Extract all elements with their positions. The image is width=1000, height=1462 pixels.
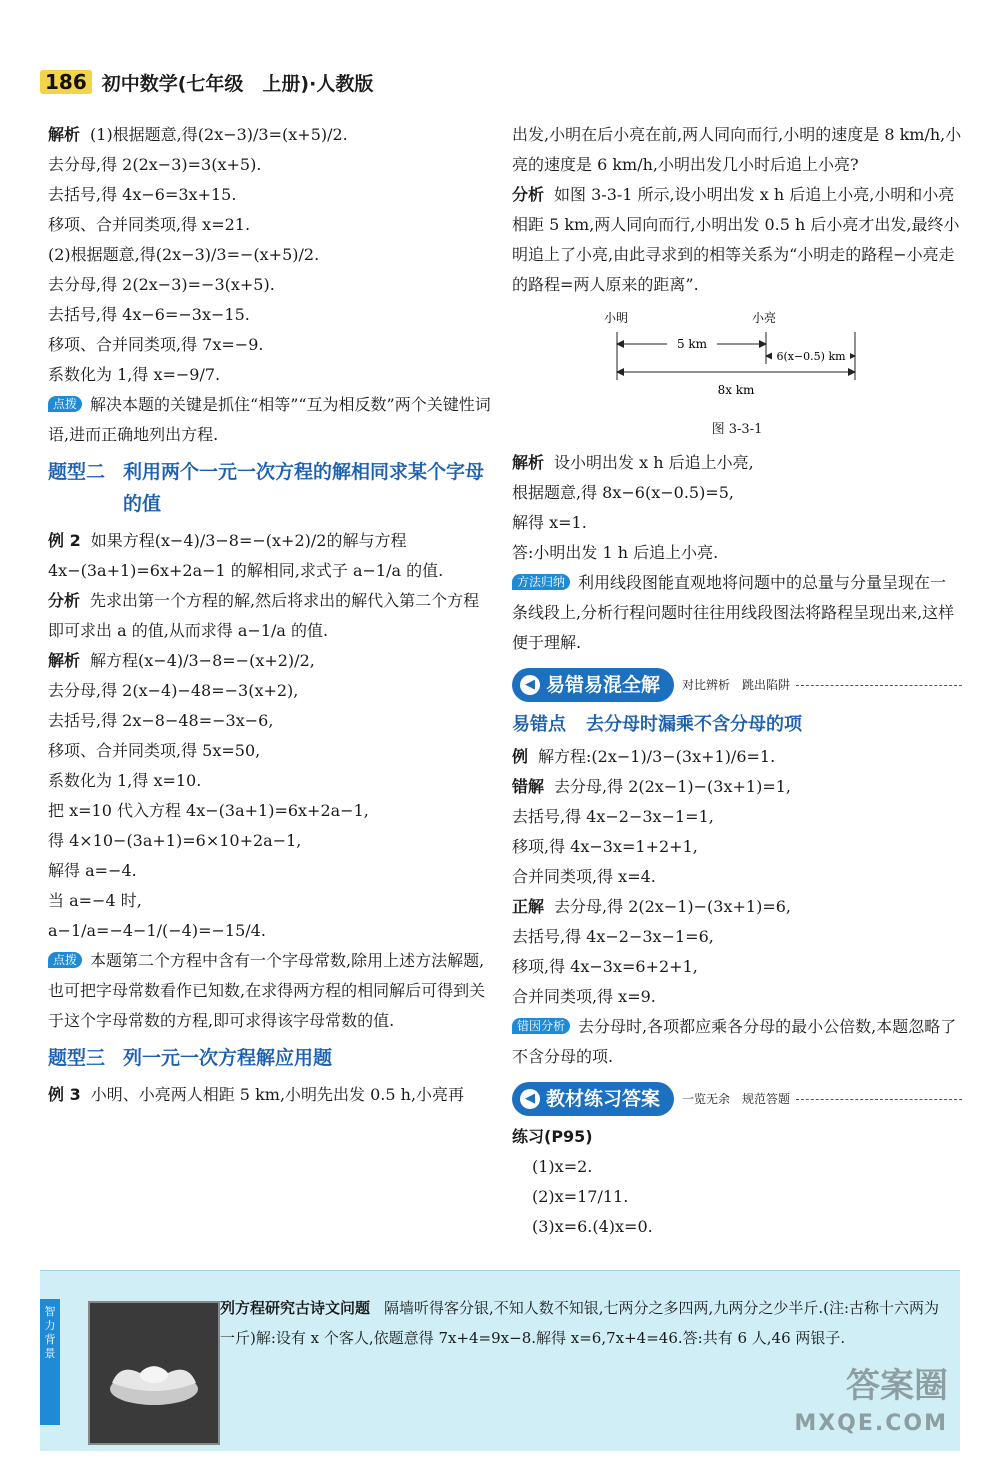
banner-title: 易错易混全解: [546, 674, 661, 696]
text-line: 去分母,得 2(x−4)−48=−3(x+2),: [48, 681, 299, 700]
side-tab: 智力背景: [40, 1299, 60, 1425]
analysis-label: 分析: [512, 185, 545, 204]
right-column: [512, 120, 962, 1242]
text-line: 去分母,得 2(2x−1)−(3x+1)=6,: [554, 897, 791, 916]
text-line: 移项,得 4x−3x=1+2+1,: [512, 837, 698, 856]
banner-title: 教材练习答案: [546, 1088, 661, 1110]
banner-subtitle: 一览无余 规范答题: [682, 1092, 791, 1106]
text-line: 答:小明出发 1 h 后追上小亮.: [512, 543, 719, 562]
text-line: 根据题意,得 8x−6(x−0.5)=5,: [512, 483, 734, 502]
text-line: (1)根据题意,得(2x−3)/3=(x+5)/2.: [90, 125, 348, 144]
cause-badge: 错因分析: [512, 1018, 570, 1034]
error-point-label: 易错点: [512, 714, 566, 735]
label-5km: 5 km: [676, 337, 708, 351]
speaker-icon: ◀: [520, 1089, 540, 1109]
text-line: 合并同类项,得 x=9.: [512, 987, 656, 1006]
text-line: 解得 x=1.: [512, 513, 587, 532]
solution-label: 解析: [512, 453, 545, 472]
footer-text: [220, 1293, 940, 1353]
page-header: [40, 68, 373, 96]
cause-text: 去分母时,各项都应乘各分母的最小公倍数,本题忽略了不含分母的项.: [512, 1017, 957, 1066]
segment-diagram-svg: [512, 302, 962, 412]
label-xiaoming: 小明: [604, 311, 629, 325]
tip-text: 本题第二个方程中含有一个字母常数,除用上述方法解题,也可把字母常数看作已知数,在求得两方程的相同解后可得到关于这个字母常数的方程,即可求得该字母常数的值.: [48, 951, 486, 1030]
label-jiexi: 解析: [48, 125, 81, 144]
label-6x: 6(x−0.5) km: [776, 350, 846, 363]
banner-rule: [796, 1099, 962, 1100]
silver-ingot-icon: [90, 1303, 218, 1443]
method-text: 利用线段图能直观地将问题中的总量与分量呈现在一条线段上,分析行程问题时往往用线段图法将路程呈现出来,这样便于理解.: [512, 573, 955, 652]
example-label: 例 3: [48, 1085, 81, 1104]
practice-title: 练习(P95): [512, 1127, 593, 1146]
text-line: 合并同类项,得 x=4.: [512, 867, 656, 886]
tip-text: 解决本题的关键是抓住“相等”“互为相反数”两个关键性词语,进而正确地列出方程.: [48, 395, 491, 444]
solution-label: 解析: [48, 651, 81, 670]
practice-answer: (1)x=2.: [532, 1157, 593, 1176]
example-label: 例 2: [48, 531, 81, 550]
text-line: 移项、合并同类项,得 7x=−9.: [48, 335, 264, 354]
text-line: 去分母,得 2(2x−1)−(3x+1)=1,: [554, 777, 791, 796]
figure-caption: 图 3-3-1: [711, 422, 763, 437]
practice-answer: (2)x=17/11.: [532, 1187, 629, 1206]
text-line: 去分母,得 2(2x−3)=−3(x+5).: [48, 275, 275, 294]
label-xiaoliang: 小亮: [752, 311, 777, 325]
banner-answers: [512, 1082, 962, 1116]
practice-answer: (3)x=6.(4)x=0.: [532, 1217, 653, 1236]
text-line: 去括号,得 4x−6=−3x−15.: [48, 305, 250, 324]
correct-solution-label: 正解: [512, 897, 545, 916]
tip-badge: 点拨: [48, 396, 82, 412]
banner-subtitle: 对比辨析 跳出陷阱: [682, 678, 791, 692]
footer-title: 列方程研究古诗文问题: [220, 1299, 371, 1317]
text-line: 去括号,得 4x−2−3x−1=1,: [512, 807, 714, 826]
text-line: 去括号,得 4x−6=3x+15.: [48, 185, 237, 204]
section-title: 利用两个一元一次方程的解相同求某个字母的值: [123, 461, 485, 515]
label-8x: 8x km: [717, 383, 755, 397]
section-heading-3: [48, 1042, 492, 1074]
page-number: 186: [40, 70, 92, 94]
watermark: [794, 1367, 948, 1443]
book-title: 初中数学(七年级 上册)·人教版: [101, 72, 374, 95]
text-line: 把 x=10 代入方程 4x−(3a+1)=6x+2a−1,: [48, 801, 369, 820]
banner-rule: [796, 685, 962, 686]
text-line: 移项、合并同类项,得 x=21.: [48, 215, 251, 234]
analysis-text: 先求出第一个方程的解,然后将求出的解代入第二个方程即可求出 a 的值,从而求得 a−1/a 的值.: [48, 591, 480, 640]
method-badge: 方法归纳: [512, 574, 570, 590]
footer-body: 隔墙听得客分银,不知人数不知银,七两分之多四两,九两分之少半斤.(注:古称十六两为一斤)解:设有 x 个客人,依题意得 7x+4=9x−8.解得 x=6,7x+4=46.答:共有 6 人,46 两银子.: [220, 1299, 939, 1347]
wrong-solution-label: 错解: [512, 777, 545, 796]
text-line: 移项,得 4x−3x=6+2+1,: [512, 957, 698, 976]
text-line: 得 4×10−(3a+1)=6×10+2a−1,: [48, 831, 302, 850]
error-point-title: 去分母时漏乘不含分母的项: [586, 714, 802, 735]
text-line: 去括号,得 2x−8−48=−3x−6,: [48, 711, 274, 730]
text-line: 系数化为 1,得 x=10.: [48, 771, 202, 790]
analysis-label: 分析: [48, 591, 81, 610]
banner-errors: [512, 668, 962, 702]
text-line: 系数化为 1,得 x=−9/7.: [48, 365, 221, 384]
section-heading-2: [48, 456, 492, 520]
text-line: 移项、合并同类项,得 5x=50,: [48, 741, 261, 760]
example-text-cont: 出发,小明在后小亮在前,两人同向而行,小明的速度是 8 km/h,小亮的速度是 6 km/h,小明出发几小时后追上小亮?: [512, 125, 962, 174]
text-line: 解得 a=−4.: [48, 861, 137, 880]
text-line: 解方程(x−4)/3−8=−(x+2)/2,: [90, 651, 315, 670]
left-column: [48, 120, 492, 1110]
watermark-line1: 答案圈: [846, 1366, 948, 1406]
speaker-icon: ◀: [520, 675, 540, 695]
segment-diagram: [512, 302, 962, 412]
example-text: 解方程:(2x−1)/3−(3x+1)/6=1.: [538, 747, 776, 766]
text-line: 设小明出发 x h 后追上小亮,: [554, 453, 754, 472]
watermark-line2: MXQE.COM: [794, 1411, 948, 1436]
section-label: 题型二: [48, 461, 106, 483]
section-title: 列一元一次方程解应用题: [123, 1047, 333, 1069]
example-text: 小明、小亮两人相距 5 km,小明先出发 0.5 h,小亮再: [90, 1085, 465, 1104]
error-point-heading: [512, 708, 962, 742]
text-line: a−1/a=−4−1/(−4)=−15/4.: [48, 921, 266, 940]
text-line: (2)根据题意,得(2x−3)/3=−(x+5)/2.: [48, 245, 320, 264]
text-line: 去括号,得 4x−2−3x−1=6,: [512, 927, 714, 946]
analysis-text: 如图 3-3-1 所示,设小明出发 x h 后追上小亮,小明和小亮相距 5 km,两人同向而行,小明出发 0.5 h 后小亮才出发,最终小明追上了小亮,由此寻求到的相等关系为“小明走的路程−小亮走的路程=两人原来的距离”.: [512, 185, 960, 294]
tip-badge: 点拨: [48, 952, 82, 968]
section-label: 题型三: [48, 1047, 106, 1069]
footer-box: [40, 1270, 960, 1451]
silver-ingot-photo: [88, 1301, 220, 1445]
text-line: 当 a=−4 时,: [48, 891, 142, 910]
example-label: 例: [512, 747, 529, 766]
example-text: 如果方程(x−4)/3−8=−(x+2)/2的解与方程 4x−(3a+1)=6x+2a−1 的解相同,求式子 a−1/a 的值.: [48, 531, 444, 580]
text-line: 去分母,得 2(2x−3)=3(x+5).: [48, 155, 262, 174]
